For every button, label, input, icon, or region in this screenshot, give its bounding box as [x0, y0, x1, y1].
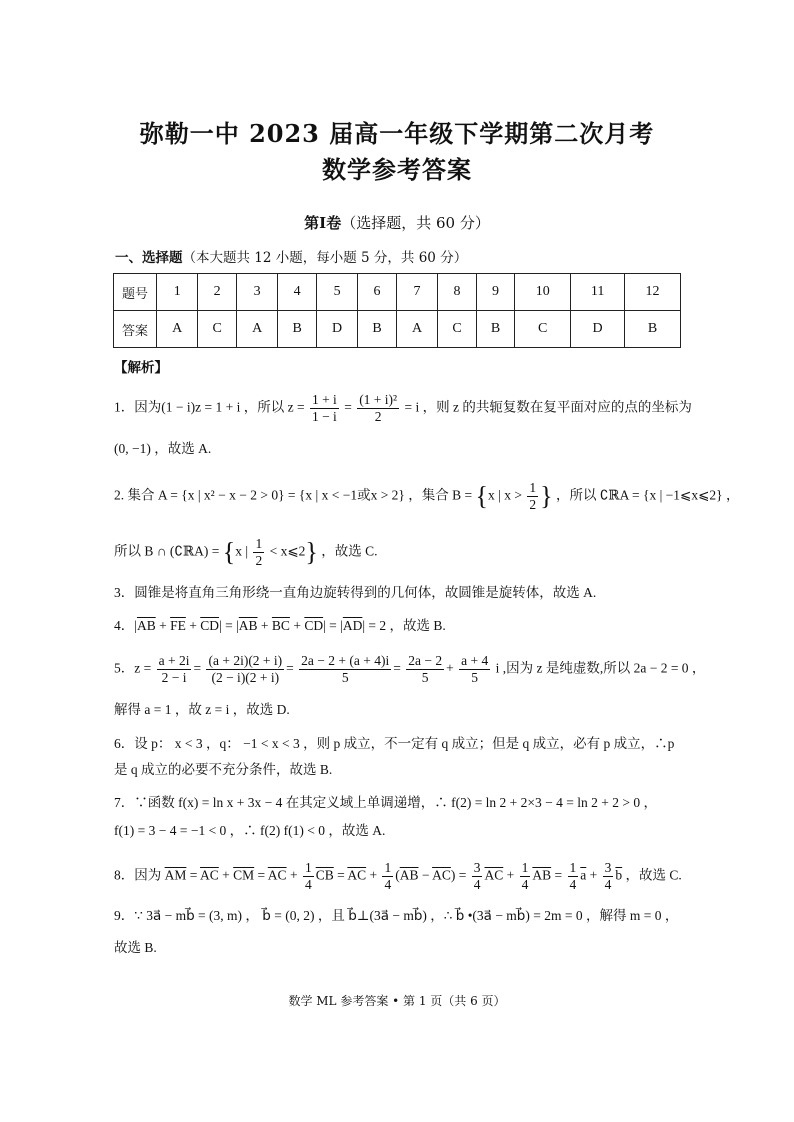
- answer-table-number-row: [114, 274, 681, 311]
- s1-frac1-num: 1 + i: [311, 392, 337, 407]
- s8-e2: +: [218, 867, 234, 883]
- s5-frac5-num: a + 4: [461, 653, 489, 668]
- s1-text-a: 1．因为(1 − i)z = 1 + i ，所以 z =: [114, 399, 305, 415]
- s8-a: 8．因为: [114, 867, 162, 883]
- s8-frac6-den: 4: [604, 877, 612, 892]
- vector-ac: $\overline{AC}$: [267, 867, 287, 883]
- s2-bar: |: [494, 487, 505, 503]
- section-name: 一、选择题: [115, 250, 183, 266]
- page-footer: 数学 ML 参考答案 • 第 1 页（共 6 页）: [288, 994, 506, 1008]
- vector-ac: $\overline{AC}$: [432, 867, 451, 883]
- s2-right-brace-2: }: [305, 537, 318, 567]
- volume-note: （选择题，共 60 分）: [341, 214, 490, 232]
- volume-heading: [0, 212, 794, 233]
- s2-frac2-den: 2: [255, 553, 263, 568]
- solution-2-line-1: [114, 480, 740, 513]
- s2-c2: x: [235, 543, 243, 559]
- s5-b: i ,因为 z 是纯虚数,所以 2a − 2 = 0 ，: [495, 660, 706, 676]
- solution-5-line-2: 解得 a = 1 ，故 z = i ，故选 D.: [114, 702, 290, 717]
- title-line-1: 弥勒一中 2023 届高一年级下学期第二次月考: [139, 119, 655, 148]
- s2-fraction-2: [253, 536, 264, 569]
- s8-fraction-6: [603, 860, 614, 893]
- s2-right-brace: }: [540, 481, 553, 511]
- s8-fraction-5: [568, 860, 579, 893]
- s8-fraction-4: [520, 860, 531, 893]
- s8-frac5-den: 4: [569, 877, 577, 892]
- s2-c4: ，故选 C.: [321, 543, 378, 559]
- table-cell-number: 8: [438, 274, 477, 311]
- solution-5-line-1: 5．z = $\frac{a + 2i}{2 - i}$ = $\frac{(a + 2i)(2 + i)}{(2 - i)(2 + i)}$ = $\frac{2a - 2 + (a + 4)i}{5}$ = $\frac{2a - 2}{5}$ + $\frac{a + 4}{5}$ i ,因为 z 是纯虚数,所以 2a − 2 = 0 ，: [114, 653, 706, 685]
- s5-frac1-num: a + 2i: [158, 653, 190, 668]
- answer-table: [113, 273, 681, 348]
- vector-ac: $\overline{AC}$: [484, 867, 504, 883]
- table-cell-number: 1: [157, 274, 198, 311]
- volume-name: 第Ⅰ卷: [304, 214, 342, 232]
- s8-g3: ) =: [450, 867, 470, 883]
- s8-e4: +: [286, 867, 301, 883]
- s4-p4: +: [289, 618, 305, 633]
- table-cell-answer: C: [515, 311, 571, 348]
- s5-frac2-num: (a + 2i)(2 + i): [208, 653, 283, 668]
- solution-8: [114, 860, 682, 893]
- table-cell-answer: B: [278, 311, 317, 348]
- s2-frac2-num: 1: [255, 536, 263, 551]
- s1-frac1-den: 1 − i: [311, 409, 337, 424]
- s8-g2: −: [418, 867, 433, 883]
- s8-fraction-1: [303, 860, 314, 893]
- s2-b1: x: [488, 487, 495, 503]
- table-cell-answer: C: [198, 311, 237, 348]
- answer-table-answer-row: [114, 311, 681, 348]
- s5-fraction-1: [157, 653, 192, 686]
- vector-ad: $\overline{AD}$: [342, 618, 363, 633]
- s5-frac3-den: 5: [341, 670, 349, 685]
- s2-frac1-num: 1: [529, 480, 537, 495]
- table-cell-number: 10: [515, 274, 571, 311]
- s5-fraction-5: [459, 653, 490, 686]
- table-cell-number: 5: [316, 274, 357, 311]
- vector-bc: $\overline{BC}$: [271, 618, 290, 633]
- table-cell-answer: D: [316, 311, 357, 348]
- s5-fraction-4: [406, 653, 444, 686]
- s8-frac1-num: 1: [304, 860, 312, 875]
- s2-bar-2: |: [242, 543, 252, 559]
- solution-9-line-1: 9．∵ 3a⃗ − mb⃗ = (3, m) ， b⃗ = (0, 2) ，且 b⃗⊥(3a⃗ − mb⃗) ，∴ b⃗ •(3a⃗ − mb⃗) = 2m = 0 ，解得 m = 0 ，: [114, 908, 679, 923]
- s8-frac5-num: 1: [569, 860, 577, 875]
- s1-text-b: = i ，则 z 的共轭复数在复平面对应的点的坐标为: [404, 399, 692, 415]
- s1-frac2-den: 2: [374, 409, 382, 424]
- s8-e8: =: [551, 867, 566, 883]
- vector-cd: $\overline{CD}$: [304, 618, 324, 633]
- vector-ab: $\overline{AB}$: [532, 867, 552, 883]
- s5-fraction-3: [299, 653, 391, 686]
- vector-am: $\overline{AM}$: [164, 867, 187, 883]
- s8-g1: (: [395, 867, 400, 883]
- s8-frac1-den: 4: [304, 877, 312, 892]
- s2-left-brace: {: [475, 481, 489, 511]
- table-cell-number: 11: [571, 274, 625, 311]
- s5-frac5-den: 5: [471, 670, 479, 685]
- analysis-label: 【解析】: [114, 360, 168, 376]
- solution-6-line-1: 6．设 p： x < 3 ，q： −1 < x < 3 ，则 p 成立，不一定有 q 成立；但是 q 成立，必有 p 成立，∴p: [114, 736, 675, 751]
- s8-b: ，故选 C.: [625, 867, 682, 883]
- s8-frac2-den: 4: [384, 877, 392, 892]
- vector-cd: $\overline{CD}$: [200, 618, 219, 633]
- table-cell-answer: A: [396, 311, 437, 348]
- vector-a: $\overline{a}$: [580, 867, 587, 883]
- s8-fraction-2: [382, 860, 393, 893]
- s5-fraction-2: [206, 653, 284, 686]
- table-cell-answer: B: [358, 311, 397, 348]
- table-cell-number: 7: [396, 274, 437, 311]
- s8-e5: =: [333, 867, 348, 883]
- s4-a: 4．|: [114, 618, 137, 633]
- s4-p3: +: [257, 618, 272, 633]
- vector-ab: $\overline{AB}$: [399, 867, 419, 883]
- s2-text-a: 2. 集合 A = {x | x² − x − 2 > 0} = {x | x < −1或x > 2} ，集合 B =: [114, 487, 473, 503]
- s4-p2: +: [185, 618, 201, 633]
- table-cell-answer: D: [571, 311, 625, 348]
- vector-ab: $\overline{AB}$: [238, 618, 258, 633]
- vector-ac: $\overline{AC}$: [347, 867, 367, 883]
- vector-cb: $\overline{CB}$: [315, 867, 334, 883]
- s5-frac2-den: (2 − i)(2 + i): [211, 670, 280, 685]
- s2-left-brace-2: {: [222, 537, 236, 567]
- vector-ac: $\overline{AC}$: [200, 867, 219, 883]
- s8-e6: +: [366, 867, 381, 883]
- s8-frac4-den: 4: [521, 877, 529, 892]
- s8-e7: +: [503, 867, 518, 883]
- vector-cm: $\overline{CM}$: [233, 867, 255, 883]
- solution-3: 3．圆锥是将直角三角形绕一直角边旋转得到的几何体，故圆锥是旋转体，故选 A.: [114, 585, 597, 600]
- s1-frac2-num: (1 + i)²: [359, 392, 398, 407]
- s1-fraction-2: [357, 392, 399, 425]
- solution-1-line-2: (0, −1) ，故选 A.: [114, 441, 212, 456]
- table-cell-answer: A: [157, 311, 198, 348]
- s5-frac1-den: 2 − i: [161, 670, 187, 685]
- s2-fraction-1: [527, 480, 538, 513]
- s4-b: | = |: [219, 618, 239, 633]
- s1-eq: =: [344, 399, 352, 415]
- s4-c: | = |: [323, 618, 343, 633]
- section-note: （本大题共 12 小题，每小题 5 分，共 60 分）: [182, 250, 468, 266]
- s8-e3: =: [254, 867, 268, 883]
- s2-b2: x >: [504, 487, 522, 503]
- s4-d: | = 2 ，故选 B.: [362, 618, 446, 633]
- s2-c1: 所以 B ∩ (∁ℝA) =: [114, 543, 220, 559]
- s2-c3: < x⩽2: [269, 543, 306, 559]
- solution-4: [114, 617, 446, 635]
- s4-p1: +: [155, 618, 171, 633]
- table-cell-answer: B: [625, 311, 681, 348]
- s2-frac1-den: 2: [529, 497, 537, 512]
- solution-6-line-2: 是 q 成立的必要不充分条件，故选 B.: [114, 762, 333, 777]
- vector-b: $\overline{b}$: [615, 867, 623, 883]
- solution-7-line-2: f(1) = 3 − 4 = −1 < 0 ，∴ f(2) f(1) < 0 ，故选 A.: [114, 823, 386, 838]
- section-heading: [115, 246, 467, 266]
- table-cell-number: 2: [198, 274, 237, 311]
- s2-b3: ，所以 ∁ℝA = {x | −1⩽x⩽2} ，: [555, 487, 740, 503]
- vector-fe: $\overline{FE}$: [170, 618, 186, 633]
- solution-9-line-2: 故选 B.: [114, 940, 157, 955]
- table-cell-number: 12: [625, 274, 681, 311]
- s8-frac2-num: 1: [384, 860, 392, 875]
- s8-frac4-num: 1: [521, 860, 529, 875]
- s8-frac3-den: 4: [473, 877, 481, 892]
- s5-a: 5．z =: [114, 660, 152, 676]
- solution-2-line-2: [114, 536, 378, 569]
- s8-e1: =: [186, 867, 201, 883]
- s5-frac4-den: 5: [421, 670, 429, 685]
- s8-frac3-num: 3: [473, 860, 481, 875]
- solution-7-line-1: 7．∵函数 f(x) = ln x + 3x − 4 在其定义域上单调递增，∴ f(2) = ln 2 + 2×3 − 4 = ln 2 + 2 > 0 ，: [114, 795, 657, 810]
- s5-frac4-num: 2a − 2: [408, 653, 443, 668]
- row-header-question: 题号: [114, 274, 157, 311]
- solution-1-line-1: [114, 392, 692, 425]
- s5-frac3-num: 2a − 2 + (a + 4)i: [301, 653, 390, 668]
- table-cell-number: 6: [358, 274, 397, 311]
- table-cell-answer: B: [476, 311, 515, 348]
- table-cell-number: 9: [476, 274, 515, 311]
- table-cell-number: 3: [236, 274, 277, 311]
- s8-frac6-num: 3: [604, 860, 612, 875]
- row-header-answer: 答案: [114, 311, 157, 348]
- s8-fraction-3: [472, 860, 483, 893]
- s1-fraction-1: [310, 392, 339, 425]
- vector-ab: $\overline{AB}$: [136, 618, 156, 633]
- table-cell-answer: A: [236, 311, 277, 348]
- table-cell-number: 4: [278, 274, 317, 311]
- title-line-2: 数学参考答案: [322, 155, 472, 184]
- s8-e9: +: [586, 867, 601, 883]
- table-cell-answer: C: [438, 311, 477, 348]
